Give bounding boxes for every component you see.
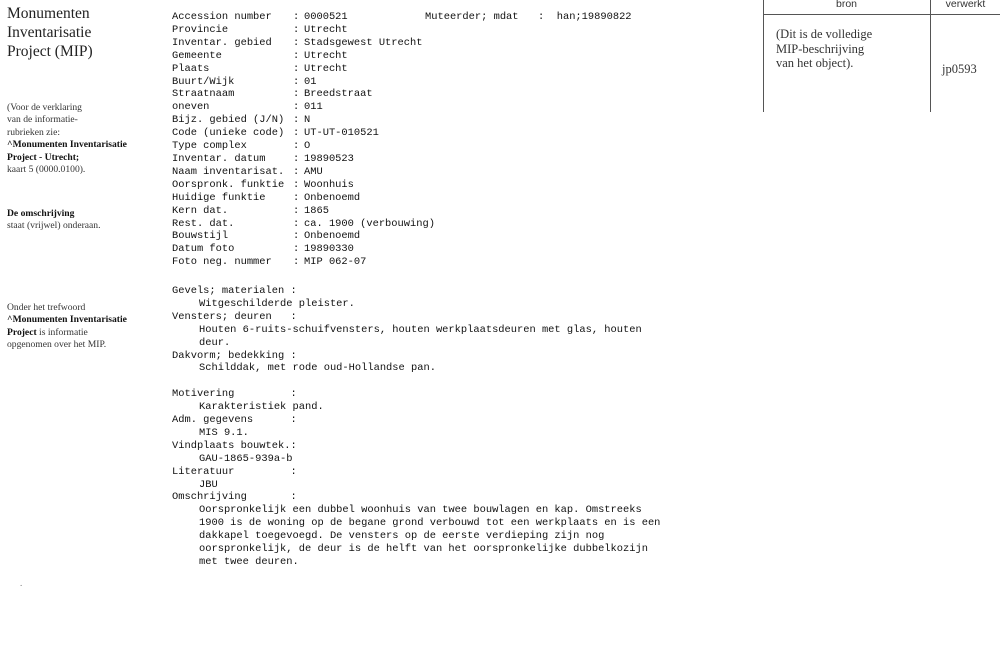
field-value: Onbenoemd (304, 191, 361, 204)
field-value: Utrecht (304, 62, 348, 75)
field-row (172, 50, 435, 63)
field-colon: : (293, 217, 300, 230)
title-line: Project (MIP) (7, 43, 93, 60)
section-body: Oorspronkelijk een dubbel woonhuis van twee bouwlagen en kap. Omstreeks 1900 is de woning op de begane grond verbouwd tot een werkplaats en is een dakkapel toegevoegd. De vensters op de eerste verdieping zijn nog oorspronkelijk, de deur is de helft van het oorspronkelijke dubbelkozijn met twee deuren. (199, 504, 661, 569)
field-colon: : (293, 127, 300, 140)
section-label: Omschrijving : (172, 491, 297, 504)
field-colon: : (293, 75, 300, 88)
field-row (172, 153, 435, 166)
field-value: 011 (304, 101, 323, 114)
record-fields (172, 11, 435, 269)
note-line: staat (vrijwel) onderaan. (7, 220, 101, 232)
field-value: 19890523 (304, 152, 354, 165)
field-label: Plaats (172, 62, 210, 75)
field-label: Rest. dat. (172, 217, 235, 230)
legend-reference-note (7, 102, 157, 176)
title-line: Monumenten (7, 5, 90, 22)
field-row (172, 256, 435, 269)
note-bold-line: ^Monumenten Inventarisatie (7, 139, 127, 151)
section-label: Adm. gegevens : (172, 414, 297, 427)
note-line: rubrieken zie: (7, 126, 61, 138)
section-label: Dakvorm; bedekking : (172, 349, 297, 362)
field-label: Straatnaam (172, 88, 235, 101)
section-body: Houten 6-ruits-schuifvensters, houten werkplaatsdeuren met glas, houten deur. (199, 323, 642, 349)
field-value: Utrecht (304, 49, 348, 62)
keyword-note (7, 302, 157, 352)
document-title (7, 4, 157, 61)
section-body: GAU-1865-939a-b (199, 452, 293, 465)
margin-mark: . (20, 578, 23, 588)
field-row (172, 243, 435, 256)
field-colon: : (293, 165, 300, 178)
field-label: Type complex (172, 140, 247, 153)
section-body: JBU (199, 478, 218, 491)
field-colon: : (293, 152, 300, 165)
field-row (172, 76, 435, 89)
note-bold-line: Project - Utrecht; (7, 151, 80, 163)
note-bold-line: De omschrijving (7, 208, 75, 219)
header-verwerkt: verwerkt (945, 0, 986, 10)
field-value: UT-UT-010521 (304, 127, 379, 140)
field-colon: : (293, 178, 300, 191)
field-colon: : (293, 230, 300, 243)
field-row (172, 140, 435, 153)
field-label: Provincie (172, 23, 229, 36)
field-colon: : (293, 36, 300, 49)
header-bron: bron (835, 0, 857, 10)
field-label: Inventar. datum (172, 152, 266, 165)
note-line: (Voor de verklaring (7, 102, 82, 113)
field-value: 01 (304, 75, 317, 88)
field-value: 1865 (304, 204, 329, 217)
section-body: Witgeschilderde pleister. (199, 297, 355, 310)
field-row (172, 230, 435, 243)
field-colon: : (293, 114, 300, 127)
field-row (172, 101, 435, 114)
field-label: oneven (172, 101, 210, 114)
note-line: opgenomen over het MIP. (7, 339, 107, 351)
field-label: Inventar. gebied (172, 36, 272, 49)
note-line: kaart 5 (0000.0100). (7, 164, 86, 176)
field-value: Stadsgewest Utrecht (304, 36, 423, 49)
field-label: Buurt/Wijk (172, 75, 235, 88)
field-label: Bouwstijl (172, 230, 229, 243)
field-row (172, 127, 435, 140)
field-label: Foto neg. nummer (172, 256, 272, 269)
field-row (172, 88, 435, 101)
note-bold-line: ^Monumenten Inventarisatie (7, 314, 127, 326)
mutator-label: Muteerder; mdat (425, 11, 519, 23)
source-table (763, 0, 1000, 112)
mutator-value: han;19890822 (556, 11, 632, 23)
field-row (172, 166, 435, 179)
field-row (172, 63, 435, 76)
bron-cell (776, 27, 921, 71)
bron-line: (Dit is de volledige (776, 27, 873, 41)
section-label: Literatuur : (172, 465, 297, 478)
field-colon: : (293, 11, 300, 23)
field-label: Naam inventarisat. (172, 165, 285, 178)
field-label: Bijz. gebied (J/N) (172, 114, 285, 127)
description-location-note (7, 208, 157, 233)
field-label: Datum foto (172, 243, 235, 256)
field-colon: : (293, 243, 300, 256)
field-colon: : (293, 49, 300, 62)
field-colon: : (293, 88, 300, 101)
field-colon: : (293, 140, 300, 153)
field-value: O (304, 140, 311, 153)
note-line: van de informatie- (7, 114, 78, 126)
field-value: Breedstraat (304, 88, 373, 101)
note-line: Onder het trefwoord (7, 302, 86, 313)
field-colon: : (293, 101, 300, 114)
section-body: Karakteristiek pand. (199, 401, 324, 414)
section-label: Vensters; deuren : (172, 310, 297, 323)
field-label: Kern dat. (172, 204, 229, 217)
field-label: Huidige funktie (172, 191, 266, 204)
field-row (172, 114, 435, 127)
field-value: Woonhuis (304, 178, 354, 191)
field-value: 19890330 (304, 243, 354, 256)
field-row (172, 218, 435, 231)
field-row (172, 192, 435, 205)
field-row (172, 205, 435, 218)
field-label: Gemeente (172, 49, 222, 62)
bron-line: van het object). (776, 56, 854, 71)
field-colon: : (293, 256, 300, 269)
section-gap (172, 375, 732, 388)
field-value: MIP 062-07 (304, 256, 367, 269)
field-row (172, 11, 435, 24)
field-value: Utrecht (304, 23, 348, 36)
field-colon: : (538, 11, 557, 23)
source-table-header (764, 0, 1000, 15)
field-value: Onbenoemd (304, 230, 361, 243)
section-body: MIS 9.1. (199, 426, 249, 439)
field-row (172, 37, 435, 50)
field-value: N (304, 114, 311, 127)
field-label: Code (unieke code) (172, 127, 285, 140)
bron-line: MIP-beschrijving (776, 41, 865, 56)
field-label: Accession number (172, 11, 272, 23)
field-colon: : (293, 23, 300, 36)
field-colon: : (293, 191, 300, 204)
section-body: Schilddak, met rode oud-Hollandse pan. (199, 362, 436, 375)
mutator-field (425, 11, 632, 24)
field-colon: : (293, 62, 300, 75)
field-value: AMU (304, 165, 323, 178)
section-label: Gevels; materialen : (172, 285, 297, 297)
field-row (172, 179, 435, 192)
field-value: ca. 1900 (verbouwing) (304, 217, 435, 230)
title-line: Inventarisatie (7, 24, 92, 41)
note-mixed-line: Project is informatie (7, 326, 88, 338)
verwerkt-cell: jp0593 (942, 62, 977, 76)
column-divider (930, 0, 931, 112)
section-label: Vindplaats bouwtek.: (172, 439, 297, 452)
description-sections (172, 285, 732, 569)
field-label: Oorspronk. funktie (172, 178, 285, 191)
field-colon: : (293, 204, 300, 217)
field-value: 0000521 (304, 11, 348, 23)
field-row (172, 24, 435, 37)
section-label: Motivering : (172, 388, 297, 401)
